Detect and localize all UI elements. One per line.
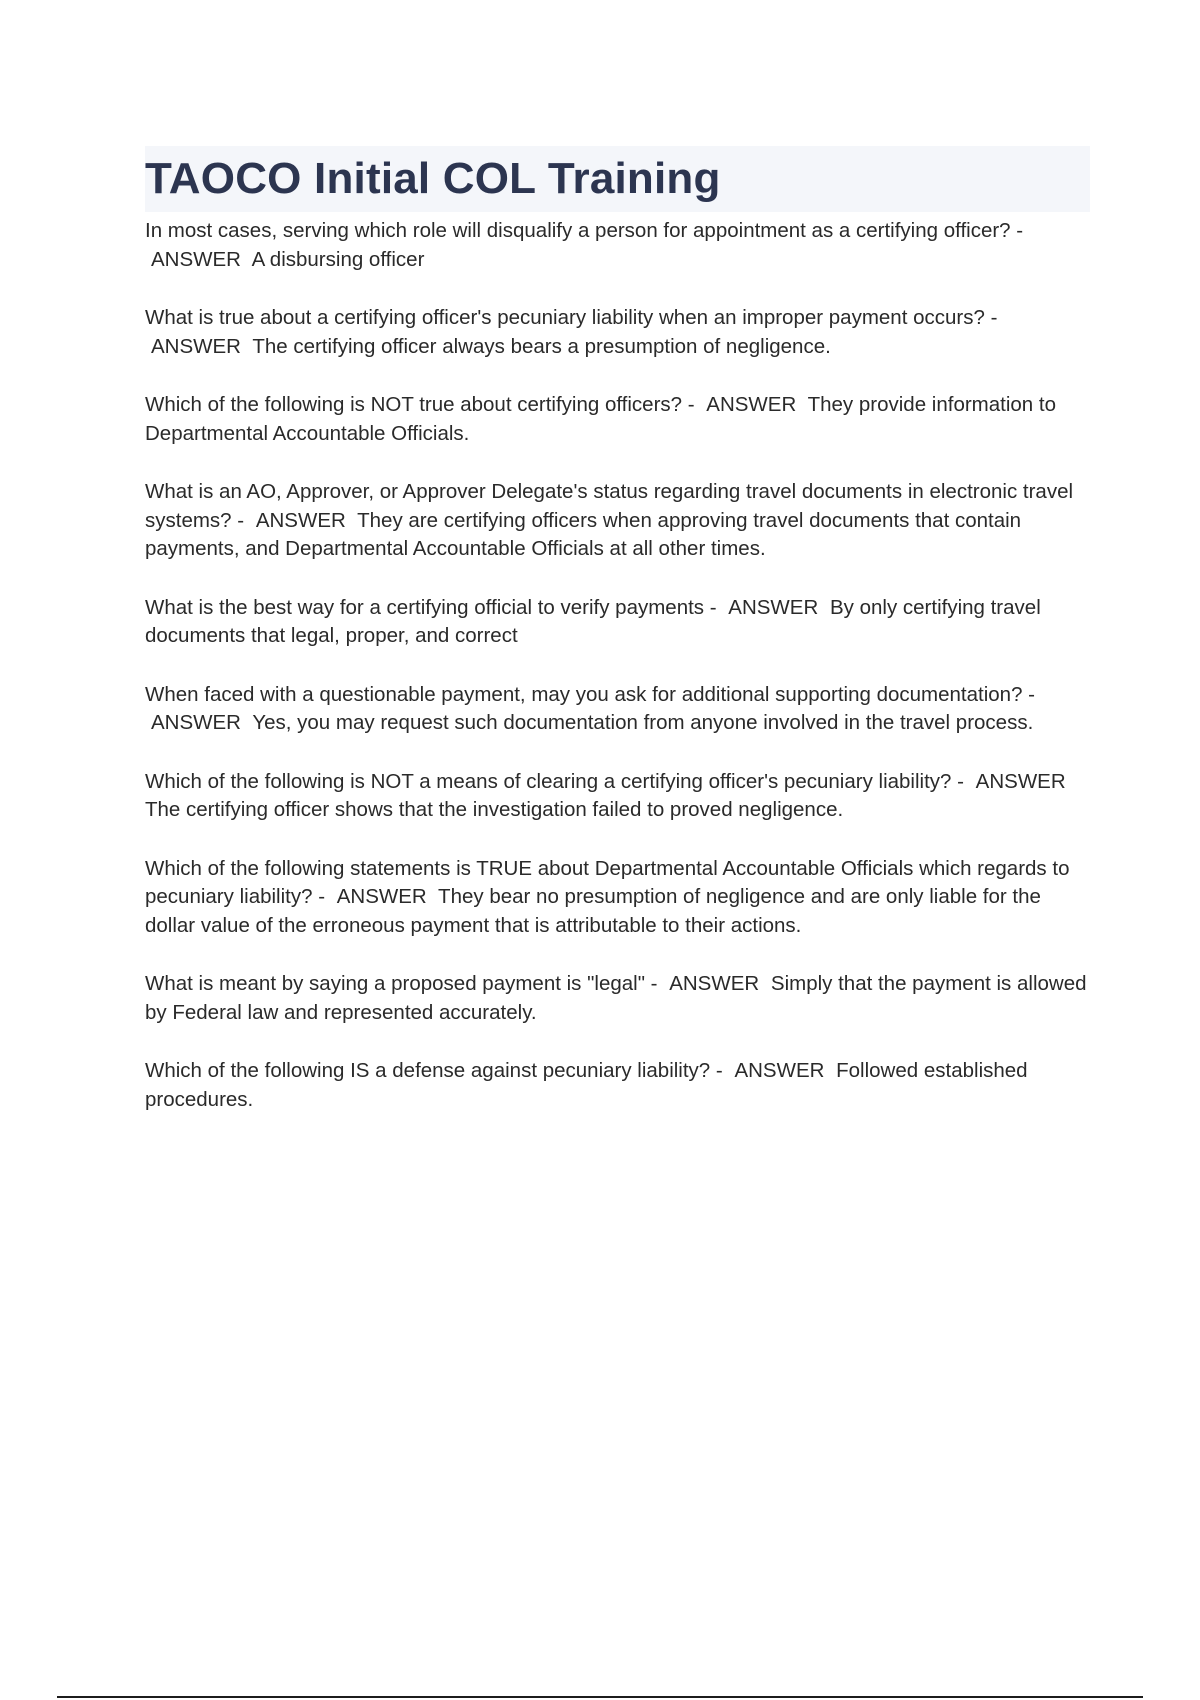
qa-item [145, 970, 1090, 1027]
answer-label: ANSWER [975, 769, 1066, 793]
document-page [145, 146, 1090, 1144]
title-bar [145, 146, 1090, 212]
answer-text: By only certifying travel documents that legal, proper, and correct [145, 595, 1041, 647]
question-text: Which of the following is NOT a means of clearing a certifying officer's pecuniary liability? - [145, 769, 964, 793]
question-text: What is true about a certifying officer's pecuniary liability when an improper payment occurs? - [145, 306, 998, 329]
answer-text: They provide information to Departmental Accountable Officials. [145, 393, 1056, 445]
answer-text: They bear no presumption of negligence and are only liable for the dollar value of the erroneous payment that is attributable to their actions. [145, 885, 1041, 937]
qa-item [145, 304, 1090, 361]
answer-text: A disbursing officer [251, 247, 425, 271]
answer-text: Simply that the payment is allowed by Federal law and represented accurately. [145, 972, 1087, 1024]
qa-item [145, 855, 1090, 941]
qa-item [145, 391, 1090, 448]
answer-text: They are certifying officers when approving travel documents that contain payments, and Departmental Accountable Officials at all other times. [145, 508, 1022, 560]
question-text: In most cases, serving which role will disqualify a person for appointment as a certifying officer? - [145, 219, 1024, 242]
qa-item [145, 768, 1090, 825]
answer-text: The certifying officer always bears a presumption of negligence. [252, 334, 831, 358]
qa-item [145, 217, 1090, 274]
answer-label: ANSWER [734, 1059, 825, 1082]
answer-text: The certifying officer shows that the investigation failed to proved negligence. [145, 798, 844, 821]
document-title: TAOCO Initial COL Training [145, 154, 721, 203]
qa-item [145, 594, 1090, 651]
footer-divider [57, 1696, 1143, 1698]
question-text: What is meant by saying a proposed payment is "legal" - [145, 972, 658, 995]
qa-item [145, 681, 1090, 738]
question-text: When faced with a questionable payment, may you ask for additional supporting documentation? - [145, 682, 1035, 706]
answer-label: ANSWER [151, 247, 241, 271]
question-text: What is the best way for a certifying official to verify payments - [145, 595, 717, 619]
answer-label: ANSWER [706, 393, 797, 416]
qa-item [145, 1057, 1090, 1114]
qa-item [145, 478, 1090, 564]
question-text: What is an AO, Approver, or Approver Delegate's status regarding travel documents in electronic travel systems? - [145, 480, 1074, 532]
answer-label: ANSWER [728, 595, 819, 619]
answer-label: ANSWER [336, 885, 427, 908]
question-text: Which of the following is NOT true about certifying officers? - [145, 393, 695, 416]
answer-label: ANSWER [669, 972, 760, 995]
question-text: Which of the following IS a defense against pecuniary liability? - [145, 1059, 723, 1082]
answer-label: ANSWER [151, 334, 241, 358]
answer-text: Yes, you may request such documentation from anyone involved in the travel process. [252, 711, 1034, 734]
answer-label: ANSWER [151, 711, 241, 734]
question-text: Which of the following statements is TRUE about Departmental Accountable Officials which regards to pecuniary liability? - [145, 856, 1070, 908]
qa-list [145, 217, 1090, 1114]
answer-text: Followed established procedures. [145, 1059, 1028, 1111]
answer-label: ANSWER [255, 508, 346, 532]
